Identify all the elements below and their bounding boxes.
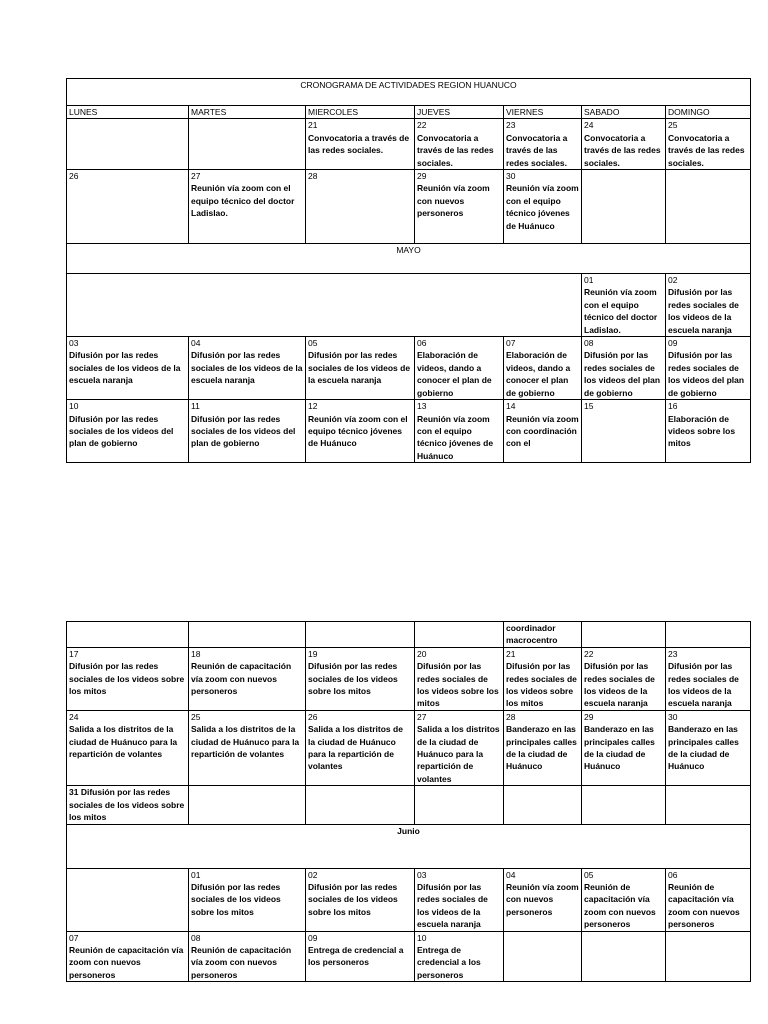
- activity-text: Reunión vía zoom con nuevos personeros: [417, 183, 490, 219]
- day-number: 22: [584, 648, 594, 659]
- day-number: 24: [69, 711, 79, 722]
- day-number: 06: [417, 338, 427, 349]
- month-title-may: MAYO: [67, 244, 751, 274]
- day-number: 24: [584, 120, 594, 131]
- calendar-cell: [415, 119, 504, 170]
- day-number: 02: [668, 275, 678, 286]
- calendar-cell: [189, 931, 306, 982]
- calendar-cell: [67, 931, 189, 982]
- calendar-cell: [189, 337, 306, 400]
- calendar-cell-empty: [666, 170, 751, 244]
- calendar-cell: [67, 786, 189, 824]
- calendar-cell-empty: [582, 622, 666, 648]
- day-header-wednesday: MIERCOLES: [306, 106, 415, 119]
- activity-text: Reunión vía zoom con el equipo técnico del doctor Ladislao.: [584, 287, 658, 335]
- activity-text: Difusión por las redes sociales de los videos de la escuela naranja: [417, 881, 488, 930]
- calendar-cell: [582, 337, 666, 400]
- day-number: 02: [308, 869, 318, 880]
- calendar-cell: [67, 337, 189, 400]
- day-number: 05: [308, 338, 318, 349]
- week-row: [67, 337, 751, 400]
- activity-text: Difusión por las redes sociales de los videos de la escuela naranja: [191, 350, 303, 386]
- calendar-cell-empty: [504, 931, 582, 982]
- week-row: [67, 647, 751, 710]
- calendar-cell-empty: [306, 786, 415, 824]
- day-header-tuesday: MARTES: [189, 106, 306, 119]
- activity-text: Reunión de capacitación vía zoom con nuevos personeros: [584, 881, 656, 930]
- week-row: [67, 274, 751, 337]
- day-number: 01: [584, 275, 594, 286]
- calendar-cell: [189, 400, 306, 463]
- day-number: 03: [69, 338, 79, 349]
- day-header-thursday: JUEVES: [415, 106, 504, 119]
- day-number: 01: [191, 869, 201, 880]
- continuation-row: [67, 622, 751, 648]
- activity-text: Elaboración de videos, dando a conocer el plan de gobierno: [506, 350, 571, 398]
- day-number: 08: [191, 932, 201, 943]
- calendar-cell: [666, 647, 751, 710]
- calendar-cell-empty: [189, 119, 306, 170]
- activity-text: Salida a los distritos de la ciudad de Huánuco para la repartición de volantes: [417, 724, 500, 784]
- activity-text: Difusión por las redes sociales de los videos del plan de gobierno: [668, 350, 745, 398]
- calendar-cell: [306, 170, 415, 244]
- calendar-cell: [415, 710, 504, 785]
- calendar-cell: [666, 119, 751, 170]
- calendar-table-top: [66, 78, 751, 463]
- day-number: 03: [417, 869, 427, 880]
- calendar-cell-empty: [67, 119, 189, 170]
- calendar-cell-empty: [666, 622, 751, 648]
- day-number: 04: [506, 869, 516, 880]
- day-number: 30: [506, 171, 516, 182]
- calendar-cell: [582, 868, 666, 931]
- activity-text: Difusión por las redes sociales de los videos de la escuela naranja: [668, 661, 739, 709]
- calendar-cell: [415, 931, 504, 982]
- activity-text: Convocatoria a través de las redes sociales.: [668, 132, 745, 168]
- day-number: 04: [191, 338, 201, 349]
- day-number: 28: [308, 171, 318, 182]
- calendar-cell-empty: [582, 931, 666, 982]
- day-number: 11: [191, 401, 200, 412]
- activity-text: Reunión vía zoom con coordinación con el: [506, 413, 579, 449]
- activity-text: Banderazo en las principales calles de la ciudad de Huánuco: [668, 724, 739, 772]
- calendar-cell: [504, 647, 582, 710]
- day-number: 13: [417, 401, 427, 412]
- day-number: 06: [668, 869, 678, 880]
- day-number: 15: [584, 401, 594, 412]
- day-number: 10: [69, 401, 79, 412]
- calendar-cell: [189, 868, 306, 931]
- activity-text: 31 Difusión por las redes sociales de los videos sobre los mitos: [69, 787, 185, 823]
- calendar-cell: [306, 337, 415, 400]
- day-number: 20: [417, 648, 427, 659]
- day-number: 26: [69, 171, 79, 182]
- activity-text: Difusión por las redes sociales de los videos sobre los mitos: [417, 661, 499, 709]
- activity-text: Difusión por las redes sociales de los videos sobre los mitos: [308, 881, 398, 917]
- calendar-cell: [306, 119, 415, 170]
- calendar-cell: [582, 647, 666, 710]
- activity-text: Difusión por las redes sociales de los videos sobre los mitos: [191, 881, 281, 917]
- calendar-cell-empty: [415, 786, 504, 824]
- day-number: 16: [668, 401, 678, 412]
- activity-text: Reunión de capacitación vía zoom con nuevos personeros: [668, 881, 740, 930]
- day-header-monday: LUNES: [67, 106, 189, 119]
- day-number: 22: [417, 120, 427, 131]
- calendar-cell-empty: [189, 786, 306, 824]
- calendar-cell: [582, 400, 666, 463]
- calendar-cell: [415, 337, 504, 400]
- day-number: 08: [584, 338, 594, 349]
- continuation-cell: [504, 622, 582, 648]
- activity-text: Convocatoria a través de las redes sociales.: [308, 132, 410, 156]
- day-header-row: [67, 106, 751, 119]
- day-number: 29: [417, 171, 427, 182]
- calendar-cell: [67, 170, 189, 244]
- calendar-cell: [67, 710, 189, 785]
- activity-text: Difusión por las redes sociales de los videos del plan de gobierno: [584, 350, 661, 398]
- calendar-cell: [582, 119, 666, 170]
- calendar-cell: [189, 710, 306, 785]
- calendar-cell: [306, 868, 415, 931]
- calendar-cell-empty: [666, 786, 751, 824]
- day-number: 23: [506, 120, 516, 131]
- calendar-cell: [306, 400, 415, 463]
- activity-text: Reunión vía zoom con nuevos personeros: [506, 881, 579, 917]
- calendar-cell-empty: [189, 622, 306, 648]
- calendar-cell: [67, 400, 189, 463]
- day-number: 25: [191, 711, 201, 722]
- activity-text: Reunión vía zoom con el equipo técnico del doctor Ladislao.: [191, 183, 295, 219]
- activity-text: Reunión vía zoom con el equipo técnico jóvenes de Huánuco: [506, 183, 579, 231]
- calendar-cell-empty: [67, 622, 189, 648]
- calendar-cell: [189, 647, 306, 710]
- day-number: 21: [308, 120, 318, 131]
- activity-text: Difusión por las redes sociales de los videos de la escuela naranja: [584, 661, 655, 709]
- activity-text: Difusión por las redes sociales de los videos de la escuela naranja: [69, 350, 181, 386]
- calendar-cell-empty: [666, 931, 751, 982]
- calendar-cell: [582, 274, 666, 337]
- calendar-cell: [504, 337, 582, 400]
- calendar-cell: [306, 710, 415, 785]
- day-number: 25: [668, 120, 678, 131]
- activity-text: Difusión por las redes sociales de los videos sobre los mitos: [506, 661, 577, 709]
- day-number: 09: [308, 932, 318, 943]
- activity-text: Reunión de capacitación vía zoom con nuevos personeros: [191, 944, 292, 980]
- calendar-cell-empty: [582, 786, 666, 824]
- day-number: 12: [308, 401, 318, 412]
- day-number: 27: [417, 711, 427, 722]
- activity-text: Convocatoria a través de las redes sociales.: [417, 132, 494, 168]
- activity-text: Difusión por las redes sociales de los videos de la escuela naranja: [308, 350, 411, 386]
- calendar-cell: [666, 274, 751, 337]
- activity-text: Elaboración de videos sobre los mitos: [668, 413, 736, 449]
- calendar-cell: [504, 170, 582, 244]
- activity-text: Difusión por las redes sociales de los videos del plan de gobierno: [191, 413, 296, 449]
- day-number: 29: [584, 711, 594, 722]
- day-number: 05: [584, 869, 594, 880]
- week-row: [67, 400, 751, 463]
- activity-text: Convocatoria a través de las redes sociales.: [506, 132, 568, 168]
- calendar-cell: [67, 647, 189, 710]
- calendar-cell-empty: [415, 622, 504, 648]
- activity-text: Entrega de credencial a los personeros: [308, 944, 404, 968]
- calendar-cell: [666, 710, 751, 785]
- activity-text: Banderazo en las principales calles de la ciudad de Huánuco: [506, 724, 577, 772]
- calendar-cell: [189, 170, 306, 244]
- activity-text: Salida a los distritos de la ciudad de Huánuco para la repartición de volantes: [191, 724, 300, 760]
- calendar-cell-empty: [67, 274, 582, 337]
- day-number: 07: [506, 338, 516, 349]
- day-number: 26: [308, 711, 318, 722]
- calendar-cell: [582, 710, 666, 785]
- calendar-cell-empty: [504, 786, 582, 824]
- calendar-cell-empty: [582, 170, 666, 244]
- calendar-cell: [306, 647, 415, 710]
- week-row: [67, 710, 751, 785]
- calendar-cell: [415, 868, 504, 931]
- calendar-cell-empty: [67, 868, 189, 931]
- activity-text: Convocatoria a través de las redes sociales.: [584, 132, 661, 168]
- week-row: [67, 931, 751, 982]
- calendar-cell: [415, 400, 504, 463]
- day-number: 14: [506, 401, 516, 412]
- week-row: [67, 868, 751, 931]
- day-number: 30: [668, 711, 678, 722]
- activity-text: Banderazo en las principales calles de la ciudad de Huánuco: [584, 724, 655, 772]
- calendar-cell: [504, 710, 582, 785]
- day-header-saturday: SABADO: [582, 106, 666, 119]
- activity-text: Salida a los distritos de la ciudad de Huánuco para la repartición de volantes: [308, 724, 403, 772]
- week-row: [67, 170, 751, 244]
- day-header-friday: VIERNES: [504, 106, 582, 119]
- day-number: 07: [69, 932, 79, 943]
- day-number: 23: [668, 648, 678, 659]
- calendar-cell: [504, 119, 582, 170]
- activity-text: Reunión vía zoom con el equipo técnico jóvenes de Huánuco: [308, 413, 408, 449]
- calendar-cell-empty: [306, 622, 415, 648]
- activity-text: Salida a los distritos de la ciudad de Huánuco para la repartición de volantes: [69, 724, 178, 760]
- activity-text: coordinador macrocentro: [506, 623, 558, 646]
- day-number: 28: [506, 711, 516, 722]
- day-number: 21: [506, 648, 516, 659]
- activity-text: Difusión por las redes sociales de los videos de la escuela naranja: [668, 287, 739, 335]
- calendar-cell: [666, 400, 751, 463]
- calendar-cell: [666, 868, 751, 931]
- month-title-june: Junio: [67, 824, 751, 868]
- activity-text: Reunión vía zoom con el equipo técnico jóvenes de Huánuco: [417, 413, 494, 461]
- activity-text: Difusión por las redes sociales de los videos sobre los mitos: [69, 661, 185, 697]
- calendar-cell: [415, 170, 504, 244]
- activity-text: Entrega de credencial a los personeros: [417, 944, 481, 980]
- calendar-cell: [415, 647, 504, 710]
- week-row: [67, 119, 751, 170]
- activity-text: Difusión por las redes sociales de los videos del plan de gobierno: [69, 413, 174, 449]
- activity-text: Reunión de capacitación vía zoom con nuevos personeros: [69, 944, 184, 980]
- week-row: [67, 786, 751, 824]
- day-number: 10: [417, 932, 427, 943]
- day-header-sunday: DOMINGO: [666, 106, 751, 119]
- activity-text: Reunión de capacitación vía zoom con nuevos personeros: [191, 661, 292, 697]
- day-number: 18: [191, 648, 201, 659]
- schedule-title: CRONOGRAMA DE ACTIVIDADES REGION HUANUCO: [67, 79, 751, 106]
- day-number: 09: [668, 338, 678, 349]
- activity-text: Difusión por las redes sociales de los videos sobre los mitos: [308, 661, 398, 697]
- calendar-cell: [504, 400, 582, 463]
- calendar-cell: [504, 868, 582, 931]
- calendar-cell: [666, 337, 751, 400]
- day-number: 17: [69, 648, 79, 659]
- calendar-cell: [306, 931, 415, 982]
- day-number: 27: [191, 171, 201, 182]
- day-number: 19: [308, 648, 318, 659]
- calendar-table-bottom: [66, 621, 751, 982]
- activity-text: Elaboración de videos, dando a conocer el plan de gobierno: [417, 350, 492, 398]
